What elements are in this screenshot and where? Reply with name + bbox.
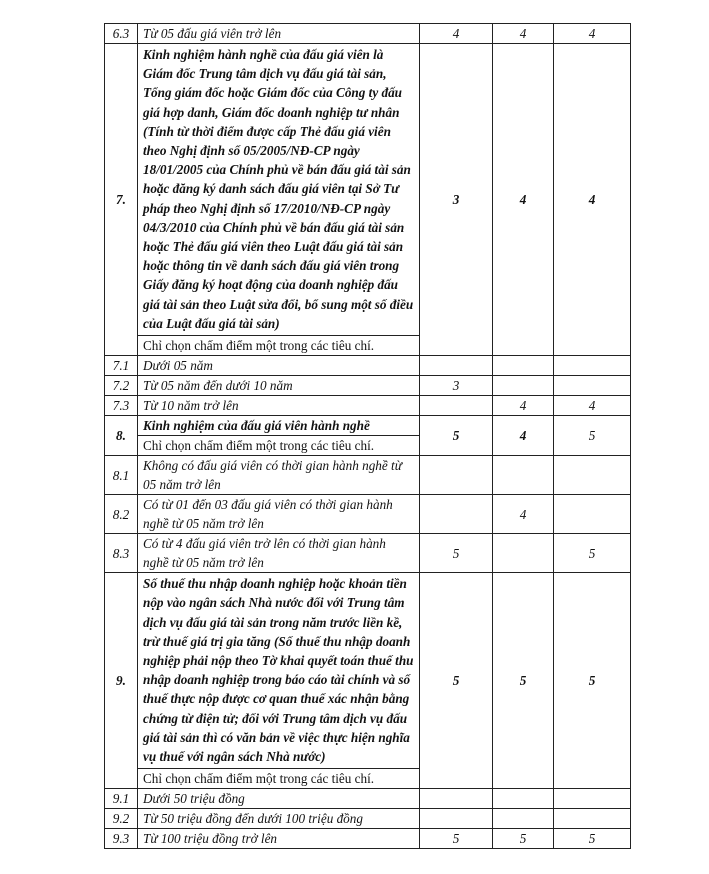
score-cell-3: 4 xyxy=(554,24,631,44)
score-cell-2: 4 xyxy=(493,24,554,44)
criterion-description: Không có đấu giá viên có thời gian hành nghề từ 05 năm trở lên xyxy=(138,456,420,495)
score-cell-1: 3 xyxy=(420,44,493,356)
score-cell-1 xyxy=(420,809,493,829)
score-cell-3 xyxy=(554,789,631,809)
criterion-number: 8.3 xyxy=(105,534,138,573)
score-cell-3: 4 xyxy=(554,44,631,356)
score-cell-1: 3 xyxy=(420,376,493,396)
score-cell-3 xyxy=(554,456,631,495)
table-row-8-1 xyxy=(105,456,631,495)
score-cell-2 xyxy=(493,356,554,376)
criterion-number: 7.3 xyxy=(105,396,138,416)
criterion-note: Chỉ chọn chấm điểm một trong các tiêu chí. xyxy=(138,436,420,456)
criterion-number: 8.1 xyxy=(105,456,138,495)
criterion-description: Có từ 4 đấu giá viên trở lên có thời gian hành nghề từ 05 năm trở lên xyxy=(138,534,420,573)
score-cell-3 xyxy=(554,495,631,534)
score-cell-2 xyxy=(493,534,554,573)
criterion-description: Kinh nghiệm của đấu giá viên hành nghề xyxy=(138,416,420,436)
criterion-description: Từ 100 triệu đồng trở lên xyxy=(138,829,420,849)
criterion-number: 9.1 xyxy=(105,789,138,809)
score-cell-2: 5 xyxy=(493,573,554,789)
score-cell-1 xyxy=(420,396,493,416)
score-cell-3: 5 xyxy=(554,573,631,789)
table-row-8-2 xyxy=(105,495,631,534)
score-cell-1 xyxy=(420,495,493,534)
criterion-description: Số thuế thu nhập doanh nghiệp hoặc khoản tiền nộp vào ngân sách Nhà nước đối với Trung tâm dịch vụ đấu giá tài sản trong năm trước liền kề, trừ thuế giá trị gia tăng (Số thuế thu nhập doanh nghiệp phải nộp theo Tờ khai quyết toán thuế thu nhập doanh nghiệp trong báo cáo tài chính và số thuế thực nộp được cơ quan thuế xác nhận bằng chứng từ điện tử; đối với Trung tâm dịch vụ đấu giá tài sản thì có văn bản về việc thực hiện nghĩa vụ thuế với ngân sách Nhà nước) xyxy=(138,573,420,769)
score-cell-2 xyxy=(493,809,554,829)
criterion-number: 7.1 xyxy=(105,356,138,376)
criterion-number: 8.2 xyxy=(105,495,138,534)
scoring-table xyxy=(104,23,631,849)
score-cell-2: 4 xyxy=(493,396,554,416)
table-row-7-2 xyxy=(105,376,631,396)
score-cell-1: 5 xyxy=(420,416,493,456)
criterion-number: 7.2 xyxy=(105,376,138,396)
score-cell-2 xyxy=(493,789,554,809)
criterion-number: 8. xyxy=(105,416,138,456)
table-row-7-1 xyxy=(105,356,631,376)
score-cell-1: 4 xyxy=(420,24,493,44)
table-row-9-3 xyxy=(105,829,631,849)
criterion-number: 9.2 xyxy=(105,809,138,829)
criterion-number: 6.3 xyxy=(105,24,138,44)
score-cell-2: 4 xyxy=(493,495,554,534)
table-row-8-3 xyxy=(105,534,631,573)
score-cell-2: 5 xyxy=(493,829,554,849)
table-row-9-2 xyxy=(105,809,631,829)
score-cell-3: 5 xyxy=(554,416,631,456)
table-row-8 xyxy=(105,416,631,436)
criterion-description: Có từ 01 đến 03 đấu giá viên có thời gian hành nghề từ 05 năm trở lên xyxy=(138,495,420,534)
criterion-number: 7. xyxy=(105,44,138,356)
criterion-description: Từ 05 năm đến dưới 10 năm xyxy=(138,376,420,396)
score-cell-3 xyxy=(554,809,631,829)
criterion-description: Từ 50 triệu đồng đến dưới 100 triệu đồng xyxy=(138,809,420,829)
criterion-description: Kinh nghiệm hành nghề của đấu giá viên là Giám đốc Trung tâm dịch vụ đấu giá tài sản, Tổng giám đốc hoặc Giám đốc của Công ty đấu giá hợp danh, Giám đốc doanh nghiệp tư nhân (Tính từ thời điểm được cấp Thẻ đấu giá viên theo Nghị định số 05/2005/NĐ-CP ngày 18/01/2005 của Chính phủ về bán đấu giá tài sản hoặc đăng ký danh sách đấu giá viên tại Sở Tư pháp theo Nghị định số 17/2010/NĐ-CP ngày 04/3/2010 của Chính phủ về bán đấu giá tài sản hoặc Thẻ đấu giá viên theo Luật đấu giá tài sản hoặc thông tin về danh sách đấu giá viên trong Giấy đăng ký hoạt động của doanh nghiệp đấu giá tài sản theo Luật sửa đổi, bổ sung một số điều của Luật đấu giá tài sản) xyxy=(138,44,420,336)
score-cell-1: 5 xyxy=(420,829,493,849)
score-cell-3: 5 xyxy=(554,829,631,849)
table-row-7-3 xyxy=(105,396,631,416)
score-cell-2 xyxy=(493,376,554,396)
score-cell-3 xyxy=(554,376,631,396)
criterion-description: Dưới 05 năm xyxy=(138,356,420,376)
criterion-note: Chỉ chọn chấm điểm một trong các tiêu chí. xyxy=(138,769,420,789)
table-row-9-1 xyxy=(105,789,631,809)
criterion-description: Từ 05 đấu giá viên trở lên xyxy=(138,24,420,44)
score-cell-1 xyxy=(420,356,493,376)
table-row-7 xyxy=(105,44,631,336)
score-cell-1: 5 xyxy=(420,534,493,573)
score-cell-2 xyxy=(493,456,554,495)
table-row-6-3 xyxy=(105,24,631,44)
table-row-9 xyxy=(105,573,631,769)
score-cell-2: 4 xyxy=(493,44,554,356)
criterion-note: Chỉ chọn chấm điểm một trong các tiêu chí. xyxy=(138,336,420,356)
criterion-description: Dưới 50 triệu đồng xyxy=(138,789,420,809)
score-cell-1 xyxy=(420,456,493,495)
criterion-number: 9. xyxy=(105,573,138,789)
score-cell-3 xyxy=(554,356,631,376)
score-cell-2: 4 xyxy=(493,416,554,456)
score-cell-1: 5 xyxy=(420,573,493,789)
criterion-description: Từ 10 năm trở lên xyxy=(138,396,420,416)
score-cell-3: 4 xyxy=(554,396,631,416)
criterion-number: 9.3 xyxy=(105,829,138,849)
score-cell-1 xyxy=(420,789,493,809)
score-cell-3: 5 xyxy=(554,534,631,573)
